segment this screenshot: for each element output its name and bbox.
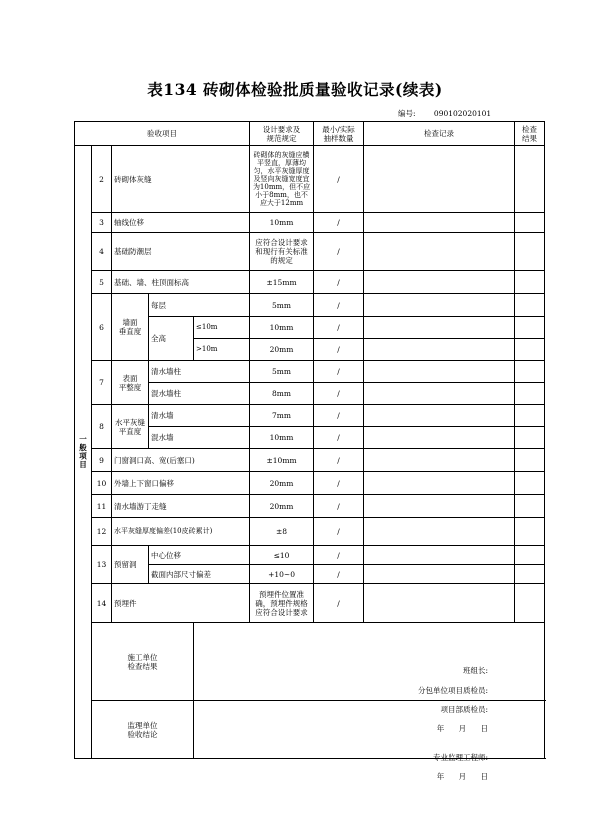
subcontract-inspector-label: 分包单位项目质检员: <box>418 685 489 695</box>
row-no: 2 <box>92 146 112 213</box>
row-result[interactable] <box>515 271 545 294</box>
row-qty: / <box>314 361 364 383</box>
row-no: 4 <box>92 233 112 271</box>
row-sub: 截面内部尺寸偏差 <box>149 565 250 584</box>
row-result[interactable] <box>515 383 545 405</box>
row-no: 14 <box>92 584 112 623</box>
row-record[interactable] <box>364 383 515 405</box>
row-name: 门窗洞口高、宽(后塞口) <box>112 449 250 472</box>
row-record[interactable] <box>364 213 515 233</box>
row-result[interactable] <box>515 146 545 213</box>
row-name: 表面 平整度 <box>112 361 149 405</box>
row-name: 墙面 垂直度 <box>112 294 149 361</box>
table-row <box>75 233 545 271</box>
row-cond: >10m <box>194 339 250 361</box>
row-qty: / <box>314 146 364 213</box>
row-no: 12 <box>92 518 112 546</box>
row-name: 基础、墙、柱顶面标高 <box>112 271 250 294</box>
construction-sign-area[interactable] <box>194 623 545 733</box>
row-no: 11 <box>92 495 112 518</box>
row-qty: / <box>314 383 364 405</box>
section-label: 一般项目 <box>78 435 88 469</box>
row-record[interactable] <box>364 495 515 518</box>
row-no: 5 <box>92 271 112 294</box>
row-sub: 全高 <box>149 317 194 361</box>
row-record[interactable] <box>364 449 515 472</box>
row-record[interactable] <box>364 565 515 584</box>
row-sub: 清水墙 <box>149 405 250 427</box>
table-row <box>75 449 545 472</box>
row-result[interactable] <box>515 405 545 427</box>
row-spec: +10~0 <box>250 565 314 584</box>
row-qty: / <box>314 213 364 233</box>
row-qty: / <box>314 405 364 427</box>
row-name: 预留洞 <box>112 546 149 584</box>
row-no: 13 <box>92 546 112 584</box>
row-no: 8 <box>92 405 112 449</box>
row-name: 水平灰缝厚度偏差(10皮砖累计) <box>112 518 250 546</box>
row-qty: / <box>314 294 364 317</box>
row-result[interactable] <box>515 213 545 233</box>
header-record: 检查记录 <box>364 122 515 146</box>
row-spec: ±10mm <box>250 449 314 472</box>
row-sub: 每层 <box>149 294 250 317</box>
construction-label: 施工单位 检查结果 <box>92 623 194 701</box>
row-result[interactable] <box>515 339 545 361</box>
supervision-date: 年 月 日 <box>436 771 489 781</box>
table-row <box>75 213 545 233</box>
row-sub: 混水墙 <box>149 427 250 449</box>
team-leader-label: 班组长: <box>463 665 489 675</box>
row-qty: / <box>314 271 364 294</box>
header-qty: 最小/实际 抽样数量 <box>314 122 364 146</box>
row-result[interactable] <box>515 294 545 317</box>
row-no: 3 <box>92 213 112 233</box>
row-spec: ≤10 <box>250 546 314 565</box>
row-spec: 10mm <box>250 317 314 339</box>
row-record[interactable] <box>364 472 515 495</box>
row-record[interactable] <box>364 518 515 546</box>
header-row <box>75 122 545 146</box>
row-record[interactable] <box>364 271 515 294</box>
table-row <box>75 405 545 427</box>
row-result[interactable] <box>515 472 545 495</box>
row-qty: / <box>314 518 364 546</box>
row-result[interactable] <box>515 449 545 472</box>
code-value: 090102020101 <box>433 109 492 118</box>
header-item: 验收项目 <box>75 122 250 146</box>
row-qty: / <box>314 449 364 472</box>
row-spec: 应符合设计要求和现行有关标准的规定 <box>250 233 314 271</box>
row-qty: / <box>314 427 364 449</box>
row-spec: 20mm <box>250 339 314 361</box>
row-result[interactable] <box>515 584 545 623</box>
row-result[interactable] <box>515 546 545 565</box>
row-sub: 清水墙柱 <box>149 361 250 383</box>
row-no: 6 <box>92 294 112 361</box>
row-name: 清水墙游丁走缝 <box>112 495 250 518</box>
row-spec: 20mm <box>250 472 314 495</box>
code-label: 编号: <box>398 109 416 118</box>
row-sub: 混水墙柱 <box>149 383 250 405</box>
row-name: 砖砌体灰缝 <box>112 146 250 213</box>
row-record[interactable] <box>364 427 515 449</box>
construction-row <box>75 623 545 701</box>
row-qty: / <box>314 565 364 584</box>
row-spec: 10mm <box>250 213 314 233</box>
project-inspector-label: 项目部质检员: <box>440 704 489 714</box>
row-qty: / <box>314 317 364 339</box>
row-record[interactable] <box>364 146 515 213</box>
section-label-cell <box>75 146 92 759</box>
row-qty: / <box>314 584 364 623</box>
row-qty: / <box>314 339 364 361</box>
supervision-sign-area[interactable] <box>194 701 545 781</box>
header-spec: 设计要求及 规范规定 <box>250 122 314 146</box>
table-row <box>75 546 545 565</box>
row-name: 基础防潮层 <box>112 233 250 271</box>
row-record[interactable] <box>364 233 515 271</box>
row-spec: ±15mm <box>250 271 314 294</box>
supervision-label: 监理单位 验收结论 <box>92 701 194 759</box>
row-qty: / <box>314 495 364 518</box>
table-row <box>75 146 545 213</box>
construction-date: 年 月 日 <box>436 723 489 733</box>
row-qty: / <box>314 233 364 271</box>
row-result[interactable] <box>515 565 545 584</box>
row-sub: 中心位移 <box>149 546 250 565</box>
row-spec: 5mm <box>250 294 314 317</box>
supervisor-label: 专业监理工程师: <box>433 752 489 762</box>
row-name: 水平灰缝 平直度 <box>112 405 149 449</box>
row-spec: 砖砌体的灰缝应横平竖直，厚薄均匀，水平灰缝厚度及竖向灰缝宽度宜为10mm，但不应小于8mm，也不应大于12mm <box>250 146 314 213</box>
row-spec: 20mm <box>250 495 314 518</box>
table-row <box>75 518 545 546</box>
inspection-table <box>74 121 545 781</box>
row-no: 7 <box>92 361 112 405</box>
row-record[interactable] <box>364 546 515 565</box>
table-row <box>75 472 545 495</box>
row-spec: 8mm <box>250 383 314 405</box>
row-record[interactable] <box>364 584 515 623</box>
row-spec: ±8 <box>250 518 314 546</box>
row-spec: 预埋件位置准确，预埋件规格应符合设计要求 <box>250 584 314 623</box>
table-row <box>75 584 545 623</box>
row-record[interactable] <box>364 294 515 317</box>
code-row <box>398 108 491 119</box>
row-qty: / <box>314 546 364 565</box>
row-result[interactable] <box>515 518 545 546</box>
row-spec: 5mm <box>250 361 314 383</box>
row-spec: 7mm <box>250 405 314 427</box>
row-qty: / <box>314 472 364 495</box>
row-record[interactable] <box>364 339 515 361</box>
row-record[interactable] <box>364 361 515 383</box>
row-result[interactable] <box>515 317 545 339</box>
header-result: 检查 结果 <box>515 122 545 146</box>
row-name: 外墙上下窗口偏移 <box>112 472 250 495</box>
row-name: 轴线位移 <box>112 213 250 233</box>
row-no: 10 <box>92 472 112 495</box>
table-row <box>75 271 545 294</box>
row-result[interactable] <box>515 427 545 449</box>
row-record[interactable] <box>364 317 515 339</box>
row-name: 预埋件 <box>112 584 250 623</box>
row-result[interactable] <box>515 495 545 518</box>
row-cond: ≤10m <box>194 317 250 339</box>
row-no: 9 <box>92 449 112 472</box>
row-result[interactable] <box>515 361 545 383</box>
table-row <box>75 294 545 317</box>
row-result[interactable] <box>515 233 545 271</box>
table-row <box>75 361 545 383</box>
row-spec: 10mm <box>250 427 314 449</box>
page-title: 表134 砖砌体检验批质量验收记录(续表) <box>147 80 443 99</box>
row-record[interactable] <box>364 405 515 427</box>
table-row <box>75 495 545 518</box>
